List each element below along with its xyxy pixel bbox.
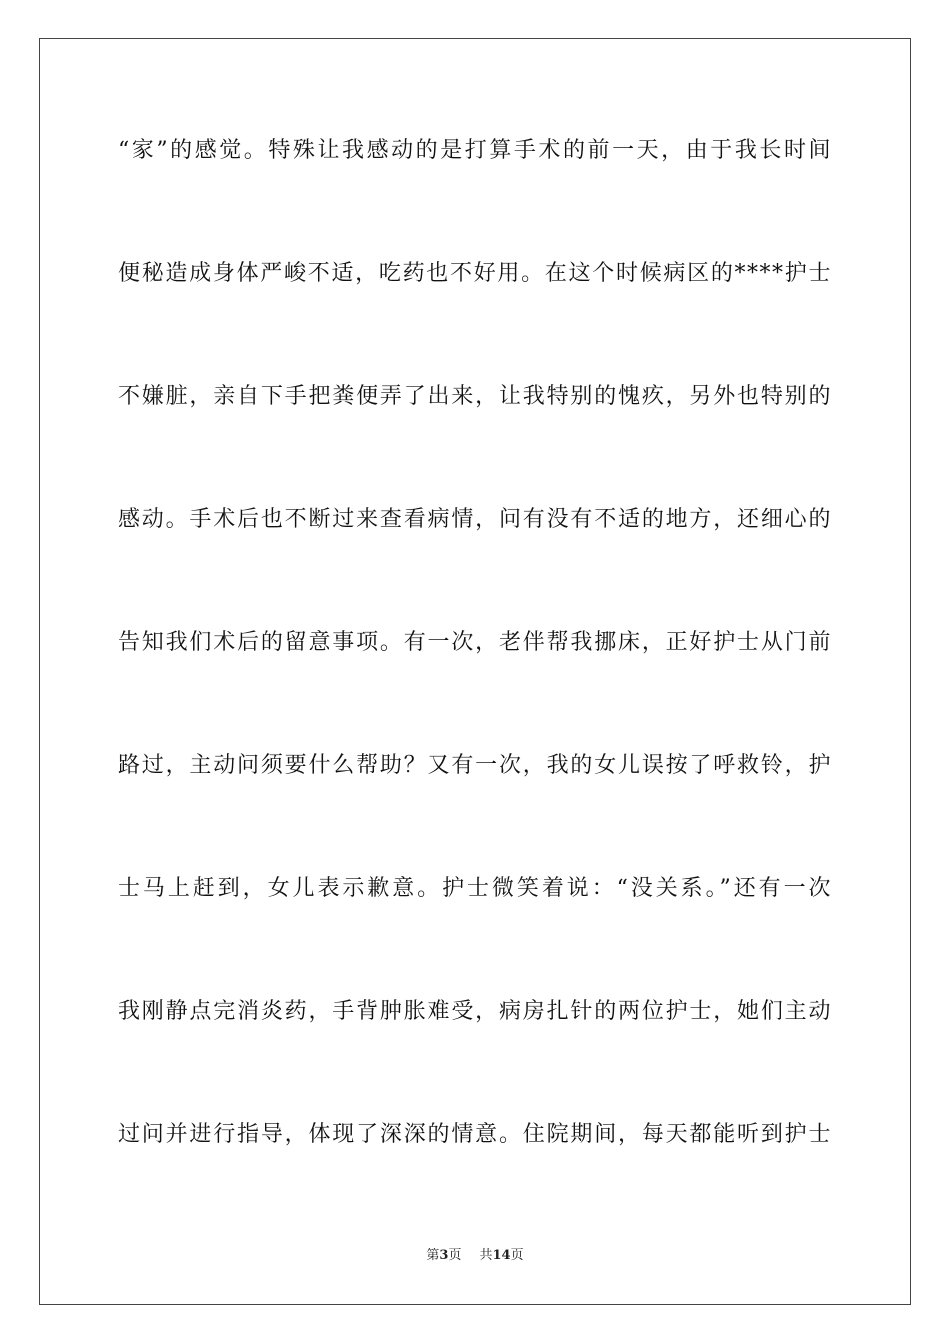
total-suffix: 页 bbox=[510, 1248, 524, 1263]
total-pages-number: 14 bbox=[492, 1248, 511, 1263]
paragraph-line: 不嫌脏，亲自下手把粪便弄了出来，让我特别的愧疚，另外也特别的 bbox=[118, 384, 832, 409]
paragraph-line: 士马上赶到，女儿表示歉意。护士微笑着说：“没关系。”还有一次 bbox=[118, 876, 832, 901]
paragraph-line: “家”的感觉。特殊让我感动的是打算手术的前一天，由于我长时间 bbox=[118, 138, 832, 163]
total-prefix: 共 bbox=[479, 1248, 493, 1263]
paragraph-line: 便秘造成身体严峻不适，吃药也不好用。在这个时候病区的****护士 bbox=[118, 261, 832, 286]
document-body bbox=[118, 130, 832, 1237]
page-prefix: 第 bbox=[426, 1248, 440, 1263]
paragraph-line: 过问并进行指导，体现了深深的情意。住院期间，每天都能听到护士 bbox=[118, 1122, 832, 1147]
current-page-number: 3 bbox=[439, 1248, 449, 1263]
paragraph-line: 路过，主动问须要什么帮助？又有一次，我的女儿误按了呼救铃，护 bbox=[118, 753, 832, 778]
page-footer bbox=[0, 1247, 950, 1265]
paragraph-line: 我刚静点完消炎药，手背肿胀难受，病房扎针的两位护士，她们主动 bbox=[118, 999, 832, 1024]
paragraph-line: 告知我们术后的留意事项。有一次，老伴帮我挪床，正好护士从门前 bbox=[118, 630, 832, 655]
page-suffix: 页 bbox=[448, 1248, 462, 1263]
paragraph-line: 感动。手术后也不断过来查看病情，问有没有不适的地方，还细心的 bbox=[118, 507, 832, 532]
